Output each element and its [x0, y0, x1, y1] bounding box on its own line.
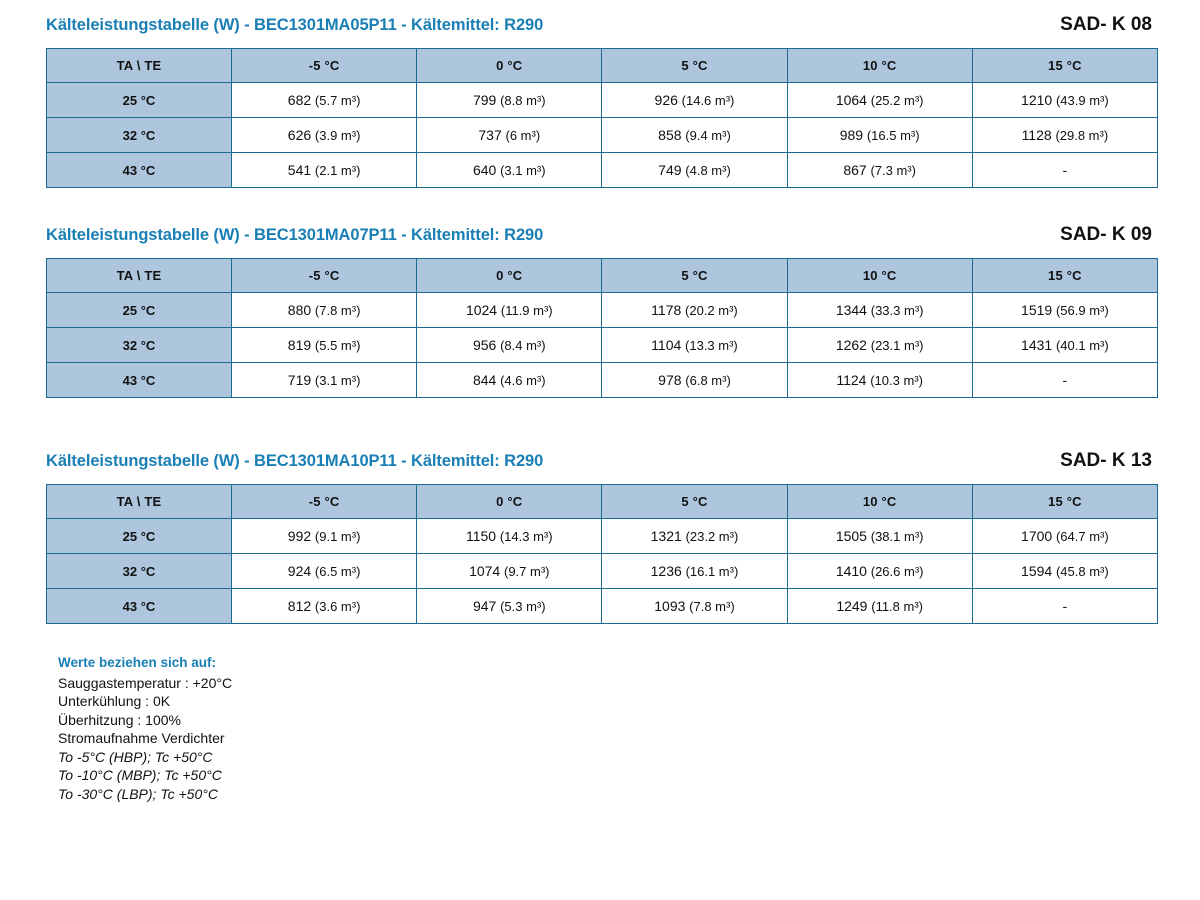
cell-subvalue: (6 m³)	[505, 128, 541, 143]
cell-value: 956	[472, 337, 497, 353]
column-header: 10 °C	[787, 485, 972, 519]
cell-value: 1410	[835, 563, 867, 579]
cell-subvalue: (16.5 m³)	[866, 128, 920, 143]
table-cell	[232, 118, 417, 153]
cell-value: 737	[478, 127, 502, 143]
column-header: 0 °C	[417, 485, 602, 519]
cell-subvalue: (38.1 m³)	[870, 529, 924, 544]
cell-value: 1064	[835, 92, 867, 108]
row-header: 32 °C	[47, 554, 232, 589]
row-header: 32 °C	[47, 328, 232, 363]
cell-subvalue: (56.9 m³)	[1055, 303, 1109, 318]
spacer	[44, 198, 1156, 224]
table-row	[47, 519, 1158, 554]
section-code: SAD- K 09	[1060, 224, 1152, 245]
cell-value: 1128	[1021, 127, 1052, 143]
cell-subvalue: (7.8 m³)	[314, 303, 361, 318]
cell-value: 1519	[1021, 302, 1053, 318]
column-header: 5 °C	[602, 259, 787, 293]
table-cell	[972, 153, 1157, 188]
cell-subvalue: (9.4 m³)	[685, 128, 731, 143]
rating-section-1	[44, 14, 1156, 188]
cell-value: 640	[472, 162, 497, 178]
table-cell	[787, 293, 972, 328]
cell-subvalue: (7.3 m³)	[870, 163, 916, 178]
cell-value: 1150	[465, 528, 497, 544]
table-cell	[972, 519, 1157, 554]
cell-subvalue: (33.3 m³)	[870, 303, 924, 318]
table-header-row	[47, 259, 1158, 293]
cell-value: 749	[658, 162, 682, 178]
table-cell	[602, 83, 787, 118]
section-code: SAD- K 08	[1060, 14, 1152, 35]
table-cell	[602, 554, 787, 589]
cell-value: 978	[658, 372, 682, 388]
row-header: 43 °C	[47, 589, 232, 624]
table-cell	[417, 328, 602, 363]
table-row	[47, 293, 1158, 328]
column-header: -5 °C	[232, 259, 417, 293]
section-title: Kälteleistungstabelle (W) - BEC1301MA07P11 - Kältemittel: R290	[46, 226, 544, 244]
row-header: 25 °C	[47, 293, 232, 328]
cell-value: 989	[839, 127, 864, 143]
table-cell	[602, 363, 787, 398]
footnotes	[58, 654, 1156, 803]
table-header-row	[47, 485, 1158, 519]
table-cell	[417, 589, 602, 624]
table-cell	[972, 83, 1157, 118]
table-cell	[232, 153, 417, 188]
table-cell	[972, 554, 1157, 589]
table-cell	[417, 554, 602, 589]
cell-subvalue: (6.5 m³)	[314, 564, 361, 579]
table-row	[47, 328, 1158, 363]
table-row	[47, 363, 1158, 398]
section-title: Kälteleistungstabelle (W) - BEC1301MA10P11 - Kältemittel: R290	[46, 452, 544, 470]
cell-value: 1074	[469, 563, 501, 579]
row-header: 25 °C	[47, 519, 232, 554]
cell-value: 541	[287, 162, 312, 178]
column-header: 15 °C	[972, 485, 1157, 519]
cell-value: 1700	[1021, 528, 1053, 544]
column-header: 5 °C	[602, 49, 787, 83]
row-header: 25 °C	[47, 83, 232, 118]
table-cell	[417, 293, 602, 328]
footnotes-title: Werte beziehen sich auf:	[58, 655, 217, 670]
rating-section-2	[44, 224, 1156, 398]
table-cell	[417, 363, 602, 398]
cell-value: 926	[654, 92, 678, 108]
table-cell	[232, 328, 417, 363]
table-row	[47, 153, 1158, 188]
rating-section-3	[44, 450, 1156, 624]
cell-subvalue: (7.8 m³)	[689, 599, 735, 614]
cell-subvalue: (3.9 m³)	[314, 128, 361, 143]
footnote-line: Stromaufnahme Verdichter	[58, 730, 225, 747]
table-row	[47, 83, 1158, 118]
cell-value: 1262	[835, 337, 867, 353]
column-header: -5 °C	[232, 485, 417, 519]
table-cell	[602, 118, 787, 153]
table-cell	[602, 589, 787, 624]
cell-subvalue: (5.5 m³)	[314, 338, 361, 353]
table-cell	[972, 328, 1157, 363]
cell-value: -	[1062, 598, 1068, 614]
table-cell	[787, 363, 972, 398]
table-cell	[787, 554, 972, 589]
cell-value: 1093	[654, 598, 686, 614]
cell-value: 1236	[650, 563, 682, 579]
cell-subvalue: (5.7 m³)	[314, 93, 361, 108]
cell-value: -	[1062, 162, 1068, 178]
table-cell	[972, 293, 1157, 328]
cell-value: 1344	[835, 302, 867, 318]
cell-subvalue: (26.6 m³)	[870, 564, 924, 579]
cell-subvalue: (45.8 m³)	[1055, 564, 1109, 579]
cell-subvalue: (9.7 m³)	[503, 564, 550, 579]
cell-subvalue: (8.4 m³)	[500, 338, 546, 353]
table-cell	[787, 83, 972, 118]
table-cell	[787, 589, 972, 624]
cell-subvalue: (6.8 m³)	[685, 373, 731, 388]
table-cell	[787, 118, 972, 153]
cell-value: 1024	[465, 302, 498, 318]
table-header-row	[47, 49, 1158, 83]
cell-subvalue: (3.1 m³)	[314, 373, 361, 388]
table-cell	[787, 519, 972, 554]
cell-value: 844	[472, 372, 497, 388]
column-header: 0 °C	[417, 259, 602, 293]
capacity-table	[46, 258, 1158, 398]
column-header: -5 °C	[232, 49, 417, 83]
table-cell	[232, 83, 417, 118]
table-cell	[972, 118, 1157, 153]
cell-value: -	[1062, 372, 1068, 388]
column-header: 10 °C	[787, 259, 972, 293]
cell-subvalue: (23.2 m³)	[685, 529, 739, 544]
table-cell	[602, 328, 787, 363]
footnote-line: Überhitzung : 100%	[58, 711, 181, 728]
cell-value: 1505	[835, 528, 867, 544]
table-cell	[232, 363, 417, 398]
column-header: TA \ TE	[47, 49, 232, 83]
footnote-line: To -10°C (MBP); Tc +50°C	[58, 767, 222, 784]
footnote-line: To -30°C (LBP); Tc +50°C	[58, 785, 218, 802]
table-row	[47, 589, 1158, 624]
cell-value: 1594	[1021, 563, 1053, 579]
row-header: 43 °C	[47, 363, 232, 398]
footnote-line: Sauggastemperatur : +20°C	[58, 674, 233, 691]
capacity-table	[46, 48, 1158, 188]
cell-subvalue: (23.1 m³)	[870, 338, 924, 353]
column-header: 5 °C	[602, 485, 787, 519]
footnote-line: To -5°C (HBP); Tc +50°C	[58, 748, 213, 765]
cell-subvalue: (40.1 m³)	[1055, 338, 1109, 353]
cell-value: 719	[287, 372, 312, 388]
cell-value: 1178	[651, 302, 682, 318]
section-code: SAD- K 13	[1060, 450, 1152, 471]
cell-subvalue: (4.6 m³)	[500, 373, 546, 388]
table-cell	[232, 554, 417, 589]
cell-subvalue: (5.3 m³)	[500, 599, 546, 614]
cell-value: 799	[472, 92, 497, 108]
table-cell	[602, 293, 787, 328]
cell-subvalue: (64.7 m³)	[1055, 529, 1109, 544]
cell-subvalue: (14.6 m³)	[681, 93, 735, 108]
cell-subvalue: (20.2 m³)	[685, 303, 738, 318]
table-cell	[417, 519, 602, 554]
cell-value: 1249	[836, 598, 868, 614]
column-header: TA \ TE	[47, 259, 232, 293]
cell-subvalue: (3.1 m³)	[500, 163, 546, 178]
cell-subvalue: (16.1 m³)	[685, 564, 739, 579]
cell-value: 947	[472, 598, 497, 614]
cell-value: 1321	[650, 528, 682, 544]
column-header: 15 °C	[972, 259, 1157, 293]
cell-subvalue: (4.8 m³)	[685, 163, 731, 178]
cell-value: 880	[287, 302, 312, 318]
cell-value: 858	[658, 127, 682, 143]
table-cell	[602, 153, 787, 188]
cell-value: 1431	[1021, 337, 1053, 353]
row-header: 32 °C	[47, 118, 232, 153]
cell-subvalue: (8.8 m³)	[500, 93, 546, 108]
table-cell	[417, 118, 602, 153]
cell-value: 867	[843, 162, 867, 178]
section-header	[44, 450, 1156, 472]
cell-value: 924	[287, 563, 312, 579]
cell-subvalue: (11.8 m³)	[871, 599, 923, 614]
cell-value: 819	[287, 337, 312, 353]
table-cell	[417, 83, 602, 118]
cell-value: 1124	[836, 372, 867, 388]
cell-subvalue: (29.8 m³)	[1055, 128, 1109, 143]
footnote-line: Unterkühlung : 0K	[58, 693, 171, 710]
cell-value: 1210	[1021, 92, 1053, 108]
cell-subvalue: (14.3 m³)	[499, 529, 553, 544]
cell-value: 812	[287, 598, 312, 614]
table-cell	[602, 519, 787, 554]
table-cell	[232, 589, 417, 624]
cell-subvalue: (9.1 m³)	[314, 529, 361, 544]
table-row	[47, 118, 1158, 153]
section-header	[44, 224, 1156, 246]
spacer	[44, 408, 1156, 450]
cell-subvalue: (3.6 m³)	[314, 599, 361, 614]
cell-subvalue: (25.2 m³)	[870, 93, 924, 108]
column-header: 0 °C	[417, 49, 602, 83]
column-header: TA \ TE	[47, 485, 232, 519]
cell-subvalue: (11.9 m³)	[500, 303, 553, 318]
cell-value: 626	[287, 127, 312, 143]
table-cell	[972, 363, 1157, 398]
column-header: 10 °C	[787, 49, 972, 83]
column-header: 15 °C	[972, 49, 1157, 83]
table-cell	[232, 519, 417, 554]
cell-subvalue: (2.1 m³)	[314, 163, 361, 178]
table-row	[47, 554, 1158, 589]
table-cell	[232, 293, 417, 328]
cell-subvalue: (10.3 m³)	[870, 373, 923, 388]
section-header	[44, 14, 1156, 36]
cell-subvalue: (43.9 m³)	[1055, 93, 1109, 108]
capacity-table	[46, 484, 1158, 624]
table-cell	[787, 328, 972, 363]
cell-value: 992	[287, 528, 312, 544]
cell-subvalue: (13.3 m³)	[685, 338, 738, 353]
section-title: Kälteleistungstabelle (W) - BEC1301MA05P11 - Kältemittel: R290	[46, 16, 544, 34]
cell-value: 1104	[651, 337, 682, 353]
table-cell	[972, 589, 1157, 624]
row-header: 43 °C	[47, 153, 232, 188]
cell-value: 682	[287, 92, 312, 108]
table-cell	[787, 153, 972, 188]
table-cell	[417, 153, 602, 188]
